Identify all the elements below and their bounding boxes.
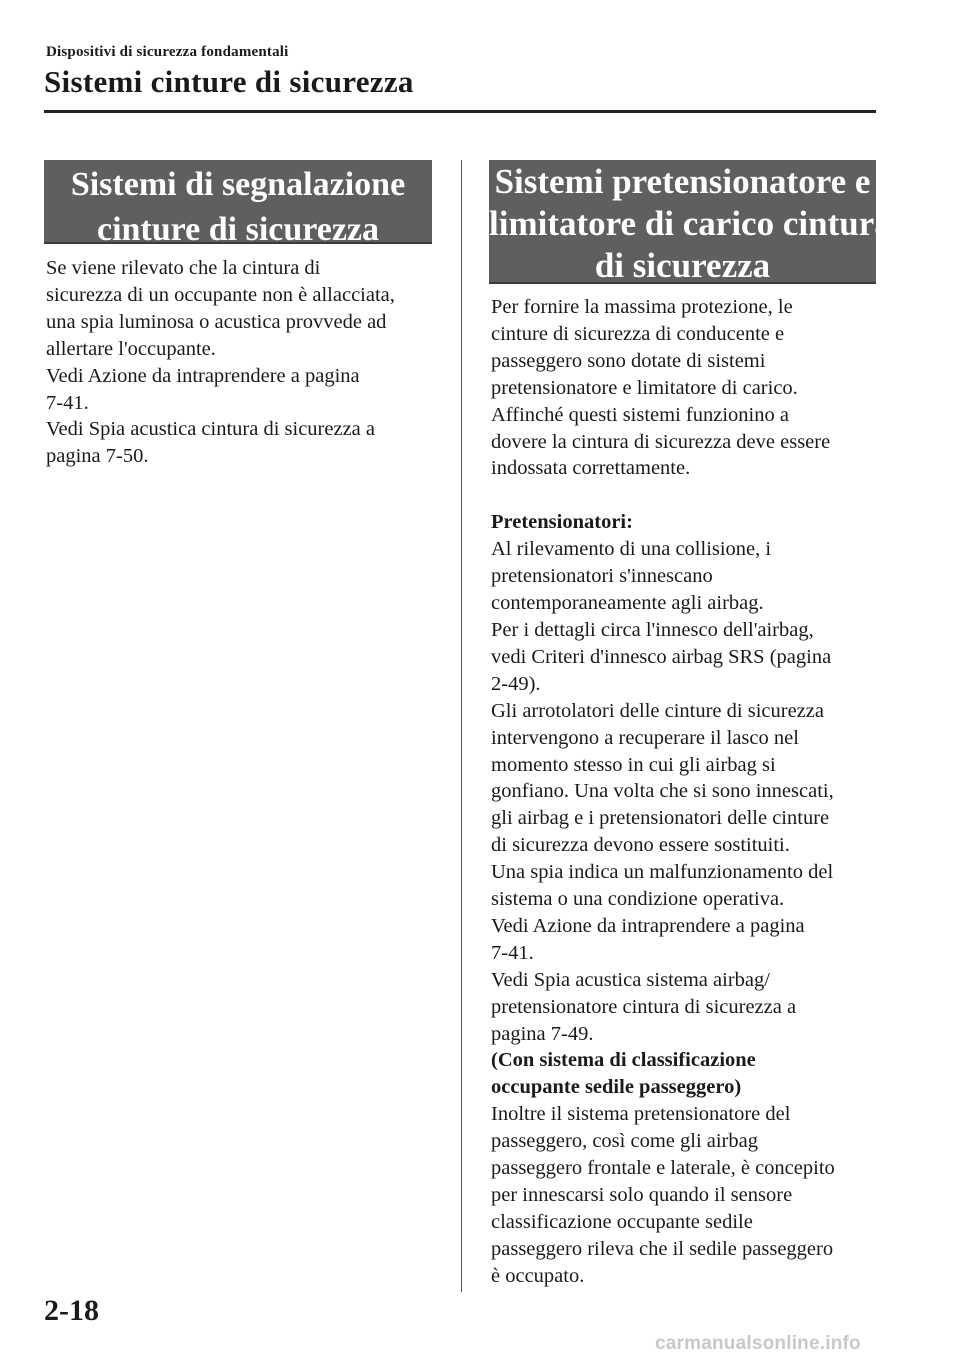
text-line: Inoltre il sistema pretensionatore del — [491, 1103, 791, 1126]
text-line: Una spia indica un malfunzionamento del — [491, 861, 834, 884]
text-line: sicurezza di un occupante non è allacciata, — [46, 283, 395, 306]
text-line: 7-41. — [491, 941, 534, 964]
text-line: passeggero frontale e laterale, è concepito — [491, 1157, 835, 1180]
text-line: pagina 7-49. — [491, 1022, 594, 1045]
text-line: Vedi Azione da intraprendere a pagina — [46, 364, 360, 387]
watermark: carmanualsonline.info — [655, 1333, 861, 1354]
text-line: Vedi Azione da intraprendere a pagina — [491, 914, 805, 937]
text-line: vedi Criteri d'innesco airbag SRS (pagina — [491, 645, 832, 668]
text-line: di sicurezza devono essere sostituiti. — [491, 834, 790, 857]
text-line: gonfiano. Una volta che si sono innescati, — [491, 780, 834, 803]
text-line: pretensionatore e limitatore di carico. — [491, 376, 798, 399]
text-line: Vedi Spia acustica sistema airbag/ — [491, 968, 770, 991]
text-line: Per i dettagli circa l'innesco dell'airbag, — [491, 618, 814, 641]
section-heading-seatbelt-warning — [44, 160, 432, 248]
page-number: 2-18 — [44, 1294, 99, 1327]
section-heading-line: Sistemi pretensionatore e — [494, 162, 871, 201]
paragraph-gap — [491, 482, 891, 509]
text-line: allertare l'occupante. — [46, 337, 216, 360]
text-line: sistema o una condizione operativa. — [491, 888, 785, 911]
text-line: passeggero sono dotate di sistemi — [491, 349, 766, 372]
section-heading-line: limitatore di carico cintura — [489, 204, 892, 243]
text-line: momento stesso in cui gli airbag si — [491, 753, 776, 776]
bold-note-line: occupante sedile passeggero) — [491, 1076, 742, 1099]
text-line: 7-41. — [46, 391, 89, 414]
subheading-pretensioners: Pretensionatori: — [491, 511, 633, 534]
right-column-text — [491, 294, 891, 1290]
text-line: Affinché questi sistemi funzionino a — [491, 403, 789, 426]
text-line: Gli arrotolatori delle cinture di sicurezza — [491, 699, 824, 722]
text-line: pretensionatore cintura di sicurezza a — [491, 995, 797, 1018]
section-heading-line: Sistemi di segnalazione — [70, 166, 406, 203]
bold-note-line: (Con sistema di classificazione — [491, 1049, 756, 1072]
text-line: 2-49). — [491, 672, 541, 695]
section-heading-pretensioner — [489, 160, 892, 285]
text-line: cinture di sicurezza di conducente e — [491, 322, 785, 345]
text-line: una spia luminosa o acustica provvede ad — [46, 310, 387, 333]
text-line: è occupato. — [491, 1264, 585, 1287]
text-line: passeggero rileva che il sedile passeggero — [491, 1237, 834, 1260]
page-title: Sistemi cinture di sicurezza — [44, 64, 414, 99]
text-line: pagina 7-50. — [46, 445, 149, 468]
section-heading-line: cinture di sicurezza — [96, 211, 380, 248]
title-rule — [44, 110, 876, 113]
text-line: Vedi Spia acustica cintura di sicurezza a — [46, 418, 375, 441]
text-line: Al rilevamento di una collisione, i — [491, 538, 772, 561]
running-head: Dispositivi di sicurezza fondamentali — [46, 44, 289, 60]
text-line: contemporaneamente agli airbag. — [491, 592, 764, 615]
left-column-text — [46, 255, 446, 470]
section-heading-line: di sicurezza — [594, 246, 771, 285]
text-line: gli airbag e i pretensionatori delle cinture — [491, 807, 830, 830]
text-line: intervengono a recuperare il lasco nel — [491, 726, 799, 749]
text-line: per innescarsi solo quando il sensore — [491, 1184, 793, 1206]
text-line: pretensionatori s'innescano — [491, 565, 713, 588]
text-line: Per fornire la massima protezione, le — [491, 296, 793, 318]
text-line: passeggero, così come gli airbag — [491, 1130, 758, 1153]
text-line: classificazione occupante sedile — [491, 1210, 753, 1233]
column-divider — [461, 160, 462, 1292]
text-line: indossata correttamente. — [491, 457, 691, 480]
text-line: dovere la cintura di sicurezza deve essere — [491, 430, 831, 453]
text-line: Se viene rilevato che la cintura di — [46, 257, 321, 279]
